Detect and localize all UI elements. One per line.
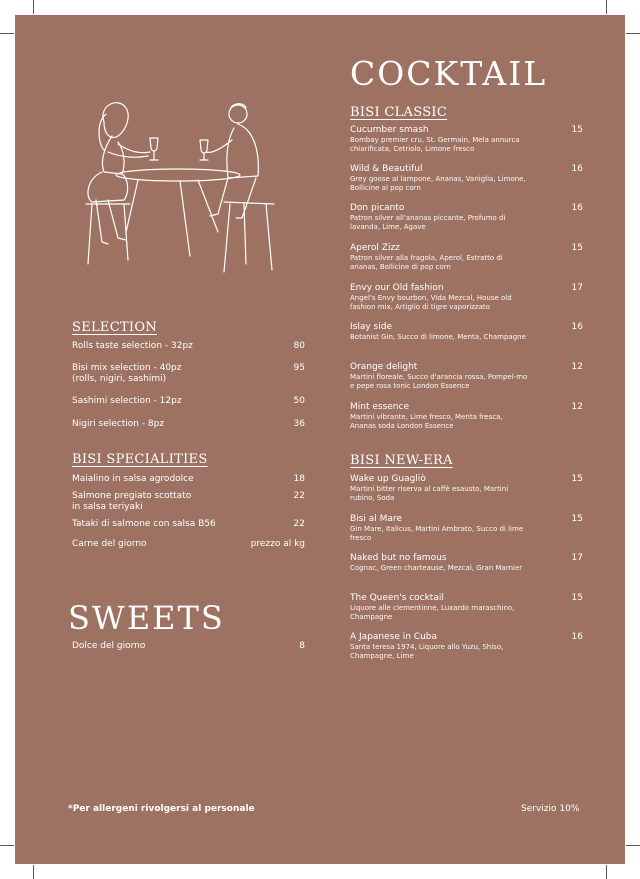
cocktail-item <box>350 553 583 573</box>
cocktail-price: 16 <box>571 322 583 332</box>
cocktail-name: A Japanese in Cuba <box>350 632 438 642</box>
item-price: 22 <box>293 491 305 501</box>
cocktail-name: Naked but no famous <box>350 553 447 563</box>
cocktail-item <box>350 514 583 544</box>
bisi-new-era-title: BISI NEW-ERA <box>350 453 453 468</box>
crop-mark <box>33 865 34 879</box>
cocktail-desc: Angel's Envy bourbon, Vida Mezcal, House old fashion mix, Artiglio di tigre vaporizzato <box>350 294 512 312</box>
item-name: Bisi mix selection - 40pz (rolls, nigiri, sashimi) <box>72 363 182 384</box>
cocktail-desc: Botanist Gin, Succo di limone, Menta, Champagne <box>350 333 526 341</box>
item-name: Dolce del giorno <box>72 641 146 651</box>
item-price: 95 <box>293 363 305 373</box>
cocktail-price: 16 <box>571 164 583 174</box>
cocktail-price: 15 <box>571 125 583 135</box>
cocktail-title: COCKTAIL <box>350 54 548 93</box>
cocktail-desc: Martini floreale, Succo d'arancia rossa, Pompel-mo e pepe rosa tonic London Essence <box>350 373 528 391</box>
crop-mark <box>0 845 14 846</box>
cocktail-desc: Martini bitter riserva al caffè esausto, Martini rubino, Soda <box>350 485 509 503</box>
crop-mark <box>33 0 34 14</box>
cocktail-name: Envy our Old fashion <box>350 283 444 293</box>
cocktail-price: 16 <box>571 203 583 213</box>
cocktail-name: The Queen's cocktail <box>350 593 444 603</box>
cocktail-item <box>350 243 583 273</box>
cocktail-price: 16 <box>571 632 583 642</box>
couple-illustration <box>78 92 278 292</box>
cocktail-price: 15 <box>571 593 583 603</box>
cocktail-item <box>350 125 583 155</box>
cocktail-desc: Bombay premier cru, St. Germain, Mela annurca chiarificata, Cetriolo, Limone fresco <box>350 136 520 154</box>
cocktail-desc: Patron silver all'ananas piccante, Profumo di lavanda, Lime, Agave <box>350 214 506 232</box>
cocktail-name: Islay side <box>350 322 392 332</box>
cocktail-price: 15 <box>571 243 583 253</box>
sweets-title: SWEETS <box>68 599 225 637</box>
crop-mark <box>0 33 14 34</box>
item-price: prezzo al kg <box>250 539 305 549</box>
item-name: Rolls taste selection - 32pz <box>72 341 193 351</box>
cocktail-desc: Liquore alle clementinne, Luxardo maraschino, Champagne <box>350 604 515 622</box>
item-name: Carne del giorno <box>72 539 147 549</box>
cocktail-name: Wild & Beautiful <box>350 164 423 174</box>
cocktail-item <box>350 203 583 233</box>
selection-title: SELECTION <box>72 320 158 335</box>
crop-mark <box>626 845 640 846</box>
cocktail-name: Mint essence <box>350 402 410 412</box>
specialities-title: BISI SPECIALITIES <box>72 452 208 467</box>
cocktail-item <box>350 632 583 662</box>
cocktail-name: Cucumber smash <box>350 125 429 135</box>
crop-mark <box>606 865 607 879</box>
item-name: Salmone pregiato scottato in salsa teriyaki <box>72 491 192 512</box>
cocktail-price: 12 <box>571 362 583 372</box>
cocktail-item <box>350 164 583 194</box>
cocktail-name: Don picanto <box>350 203 405 213</box>
cocktail-price: 17 <box>571 283 583 293</box>
item-price: 18 <box>293 474 305 484</box>
cocktail-desc: Grey goose al lampone, Ananas, Vaniglia, Limone, Bollicine al pop corn <box>350 175 526 193</box>
cocktail-item <box>350 362 583 392</box>
item-price: 80 <box>293 341 305 351</box>
item-name: Nigiri selection - 8pz <box>72 419 165 429</box>
specialities-item <box>72 491 305 513</box>
cocktail-name: Orange delight <box>350 362 418 372</box>
cocktail-item <box>350 402 583 432</box>
cocktail-name: Aperol Zizz <box>350 243 400 253</box>
item-name: Tataki di salmone con salsa B56 <box>72 519 216 529</box>
cocktail-price: 17 <box>571 553 583 563</box>
item-price: 22 <box>293 519 305 529</box>
cocktail-desc: Gin Mare, Italicus, Martini Ambrato, Succo di lime fresco <box>350 525 524 543</box>
cocktail-desc: Santa teresa 1974, Liquore allo Yuzu, Shiso, Champagne, Lime <box>350 643 504 661</box>
cocktail-price: 15 <box>571 514 583 524</box>
cocktail-item <box>350 322 583 342</box>
cocktail-name: Bisi al Mare <box>350 514 402 524</box>
crop-mark <box>626 33 640 34</box>
item-name: Sashimi selection - 12pz <box>72 396 182 406</box>
cocktail-desc: Martini vibrante, Lime fresco, Menta fresca, Ananas soda London Essence <box>350 413 503 431</box>
selection-item <box>72 363 305 385</box>
cocktail-item <box>350 593 583 623</box>
item-price: 50 <box>293 396 305 406</box>
cocktail-item <box>350 474 583 504</box>
item-price: 36 <box>293 419 305 429</box>
cocktail-name: Wake up Guagliò <box>350 474 426 484</box>
allergens-note: *Per allergeni rivolgersi al personale <box>68 804 255 814</box>
crop-mark <box>606 0 607 14</box>
cocktail-item <box>350 283 583 313</box>
cocktail-price: 15 <box>571 474 583 484</box>
item-price: 8 <box>299 641 305 651</box>
bisi-classic-title: BISI CLASSIC <box>350 105 448 120</box>
service-charge: Servizio 10% <box>521 804 580 814</box>
item-name: Maialino in salsa agrodolce <box>72 474 194 484</box>
cocktail-price: 12 <box>571 402 583 412</box>
cocktail-desc: Cognac, Green charteause, Mezcal, Gran Marnier <box>350 564 523 572</box>
cocktail-desc: Patron silver alla fragola, Aperol, Estratto di ananas, Bollicine di pop corn <box>350 254 503 272</box>
